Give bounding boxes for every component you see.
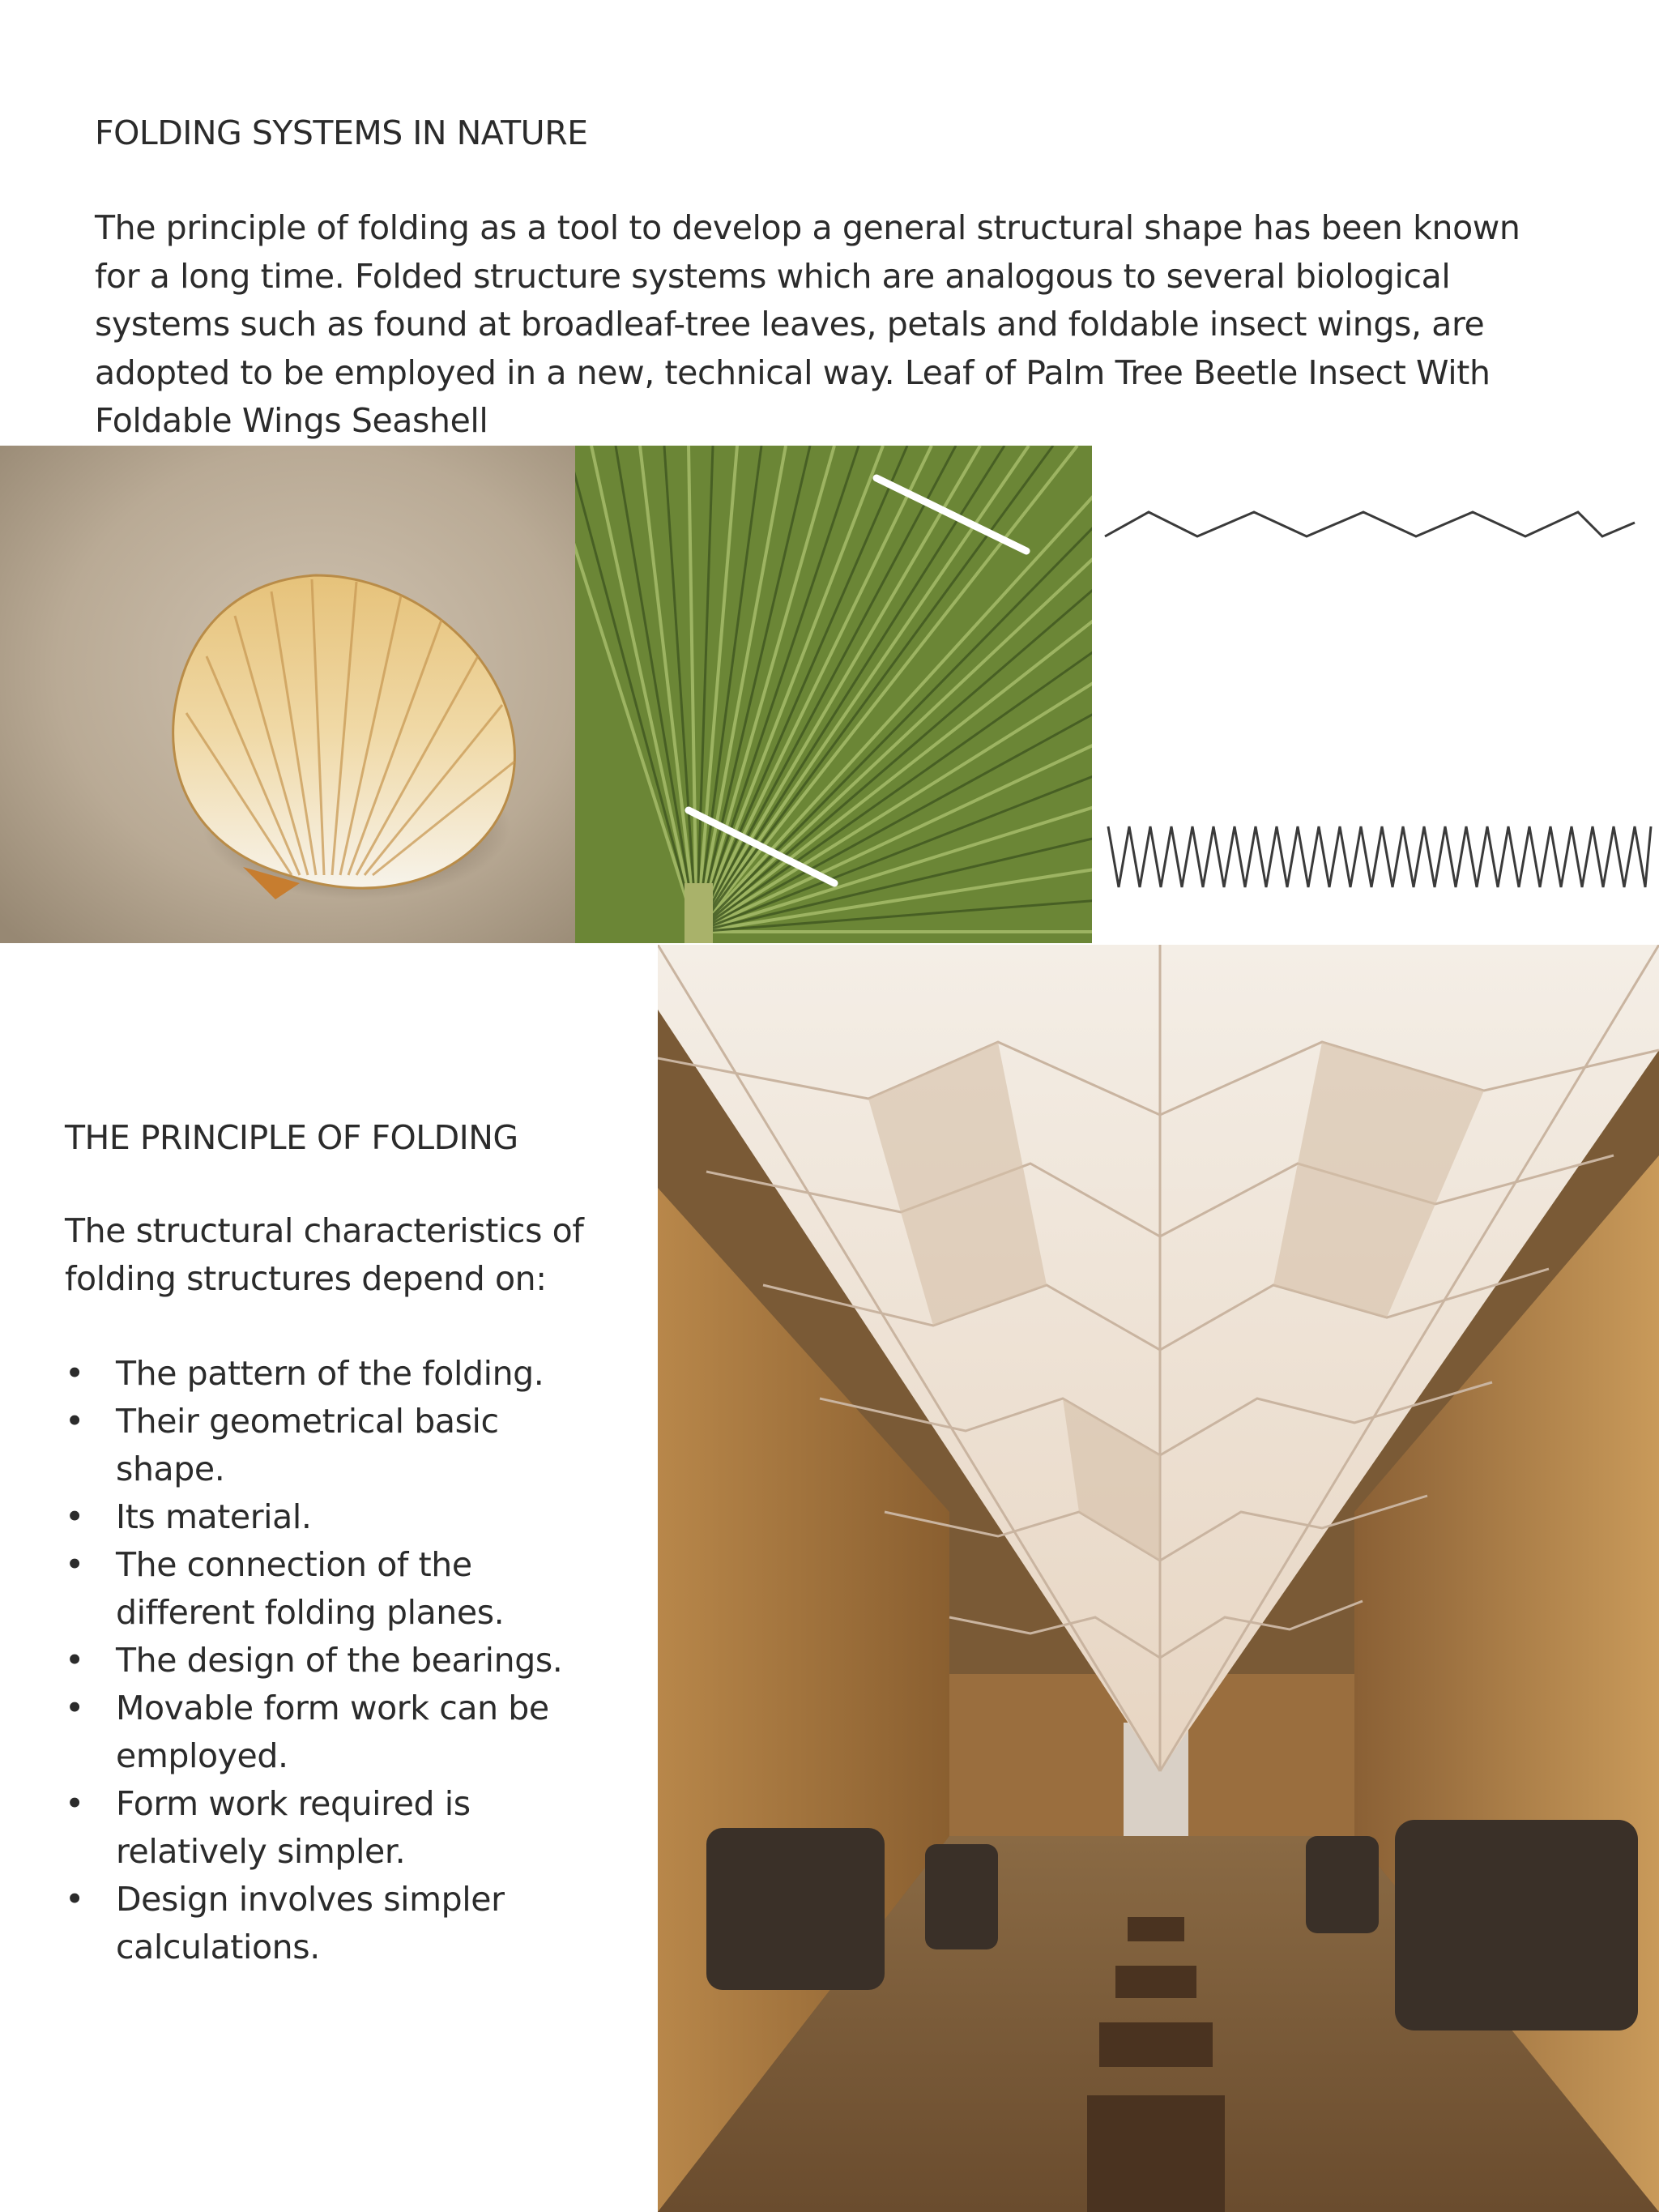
- list-item-text: The design of the bearings.: [116, 1641, 563, 1680]
- bullet-icon: •: [65, 1641, 84, 1680]
- list-item: [65, 1398, 583, 1493]
- list-item-text: Movable form work can be employed.: [116, 1689, 549, 1775]
- section-body-text: The principle of folding as a tool to develop a general structural shape has been known for a long time. Folded structure systems which are analogous to several biological systems such as found at broadleaf-tree leaves, petals and foldable insect wings, are adopted to be employed in a new, technical way. Leaf of Palm Tree Beetle Insect With Foldable Wings Seashell: [95, 208, 1520, 440]
- section-title: FOLDING SYSTEMS IN NATURE: [95, 113, 588, 152]
- list-item: [65, 1685, 583, 1780]
- list-item-text: Their geometrical basic shape.: [116, 1402, 499, 1488]
- section-intro-text: The structural characteristics of folding structures depend on:: [65, 1211, 584, 1298]
- list-item: [65, 1637, 583, 1685]
- bullet-icon: •: [65, 1402, 84, 1441]
- palm-leaf-illustration: [575, 446, 1092, 943]
- list-item: [65, 1350, 583, 1398]
- folded-ceiling-store-image: [658, 945, 1659, 2212]
- seashell-image: [0, 446, 577, 943]
- list-item-text: Form work required is relatively simpler.: [116, 1784, 471, 1871]
- folding-factors-list: [65, 1350, 583, 1971]
- list-item-text: The pattern of the folding.: [116, 1354, 544, 1393]
- section-title: THE PRINCIPLE OF FOLDING: [65, 1118, 518, 1157]
- list-item: [65, 1876, 583, 1971]
- bullet-icon: •: [65, 1545, 84, 1584]
- list-item: [65, 1780, 583, 1876]
- palm-leaf-image: [575, 446, 1092, 943]
- compressed-fold-line: [1108, 826, 1651, 887]
- bullet-icon: •: [65, 1497, 84, 1536]
- bullet-icon: •: [65, 1880, 84, 1919]
- zigzag-fold-diagram: [1092, 446, 1659, 943]
- list-item: [65, 1541, 583, 1637]
- list-item-text: Its material.: [116, 1497, 312, 1536]
- bullet-icon: •: [65, 1689, 84, 1727]
- store-interior-illustration: [658, 945, 1659, 2212]
- open-fold-line: [1105, 512, 1635, 536]
- zigzag-illustration: [1092, 446, 1659, 943]
- bullet-icon: •: [65, 1784, 84, 1823]
- list-item-text: The connection of the different folding planes.: [116, 1545, 505, 1632]
- seashell-illustration: [0, 446, 577, 943]
- list-item-text: Design involves simpler calculations.: [116, 1880, 505, 1966]
- bullet-icon: •: [65, 1354, 84, 1393]
- list-item: [65, 1493, 583, 1541]
